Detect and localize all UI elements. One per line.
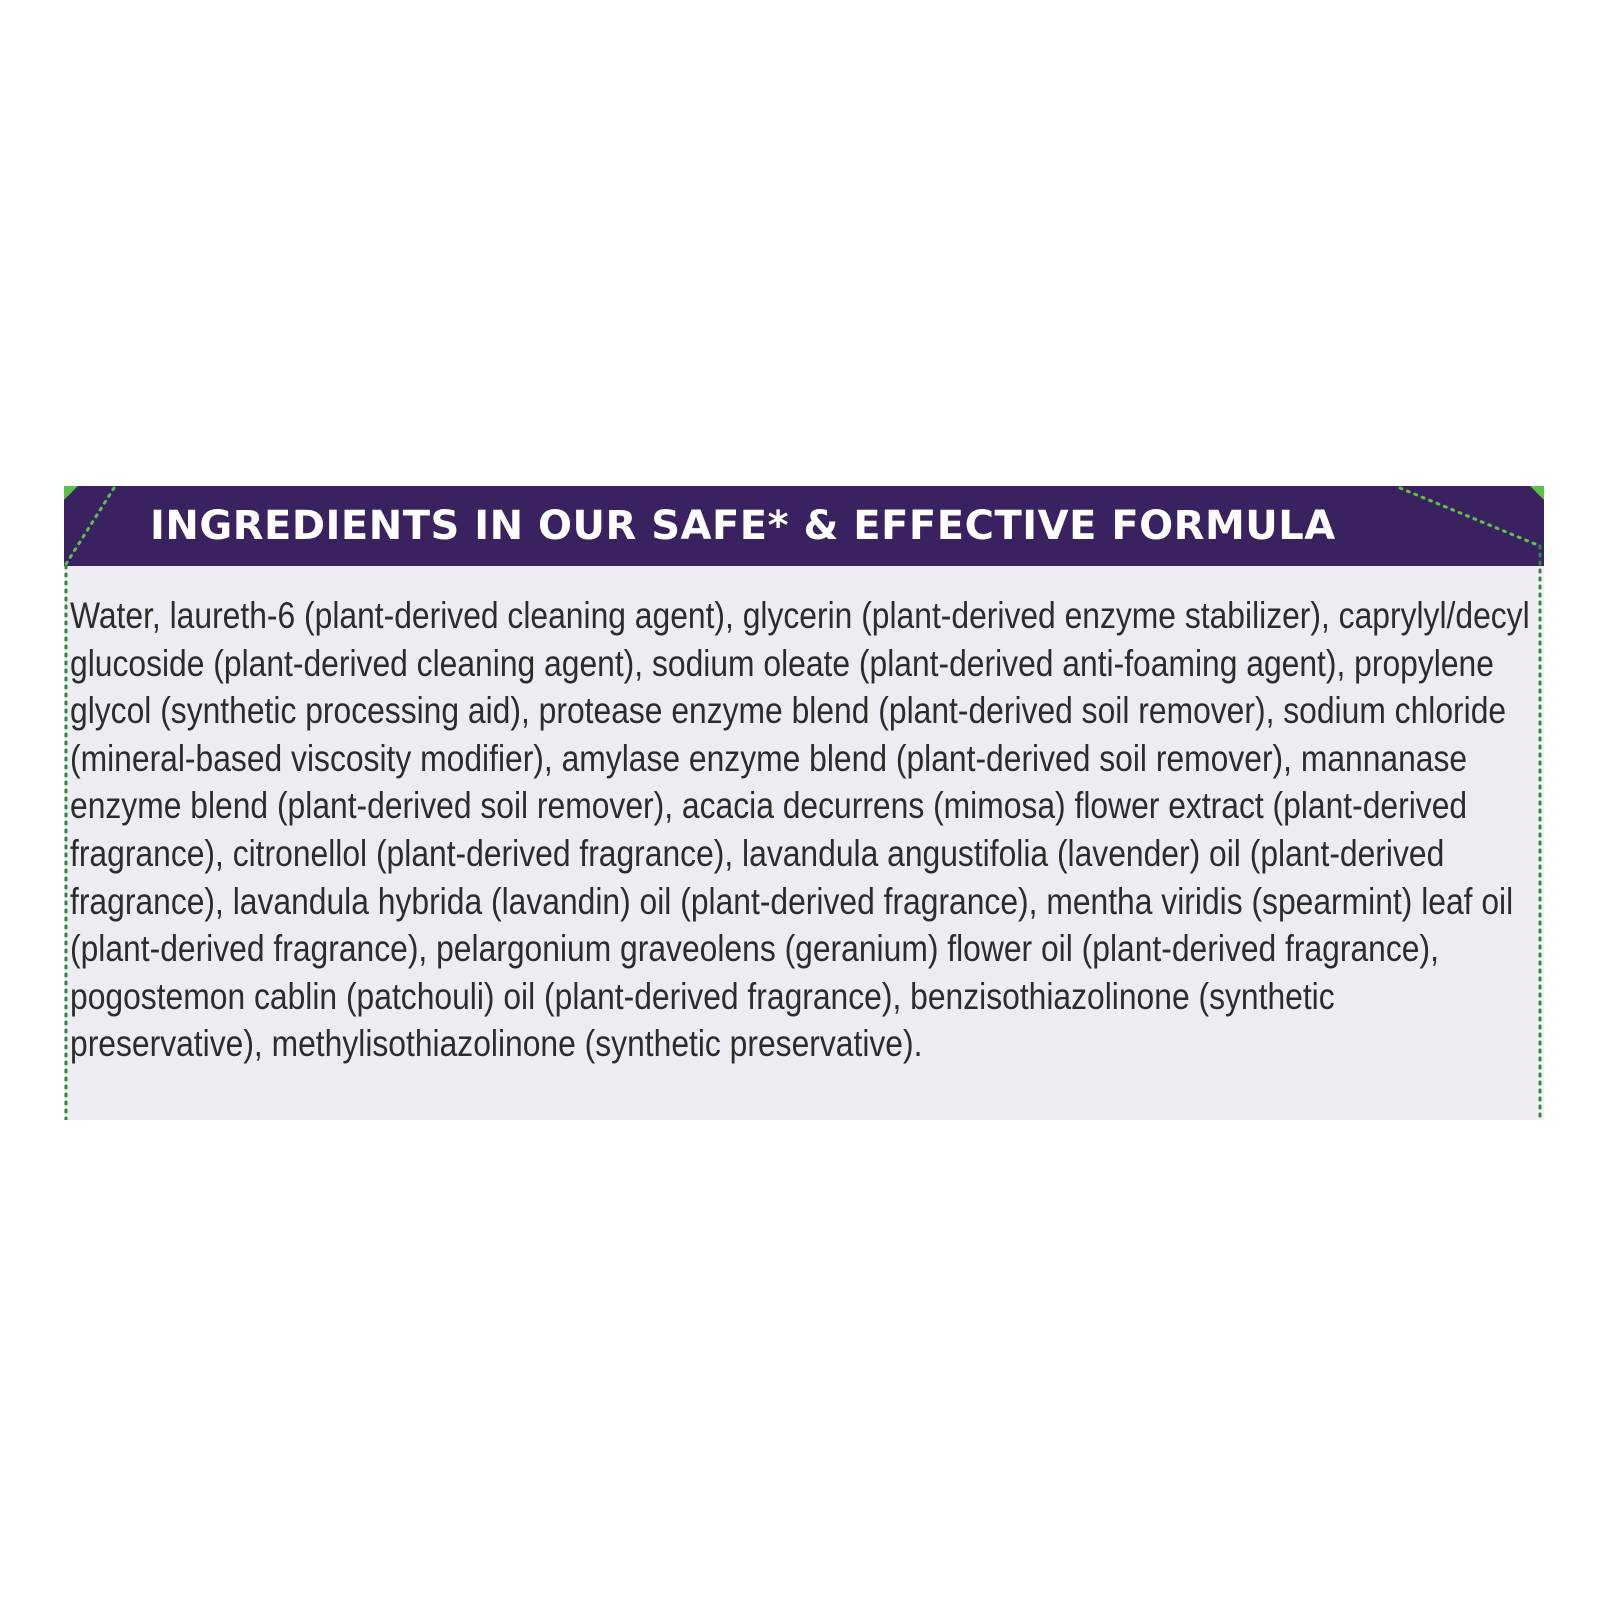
corner-accent-right-icon [1530,486,1544,500]
panel-title: INGREDIENTS IN OUR SAFE* & EFFECTIVE FORMULA [150,503,1336,549]
panel-header [64,486,1544,566]
corner-accent-left-icon [64,486,78,500]
ingredients-panel [64,486,1544,1120]
ingredients-list: Water, laureth-6 (plant-derived cleaning agent), glycerin (plant-derived enzyme stabilizer), caprylyl/decyl glucoside (plant-derived cleaning agent), sodium oleate (plant-derived anti-foaming agent), propylene glycol (synthetic processing aid), protease enzyme blend (plant-derived soil remover), sodium chloride (mineral-based viscosity modifier), amylase enzyme blend (plant-derived soil remover), mannanase enzyme blend (plant-derived soil remover), acacia decurrens (mimosa) flower extract (plant-derived fragrance), citronellol (plant-derived fragrance), lavandula angustifolia (lavender) oil (plant-derived fragrance), lavandula hybrida (lavandin) oil (plant-derived fragrance), mentha viridis (spearmint) leaf oil (plant-derived fragrance), pelargonium graveolens (geranium) flower oil (plant-derived fragrance), pogostemon cablin (patchouli) oil (plant-derived fragrance), benzisothiazolinone (synthetic preservative), methylisothiazolinone (synthetic preservative). [70,595,1530,1065]
